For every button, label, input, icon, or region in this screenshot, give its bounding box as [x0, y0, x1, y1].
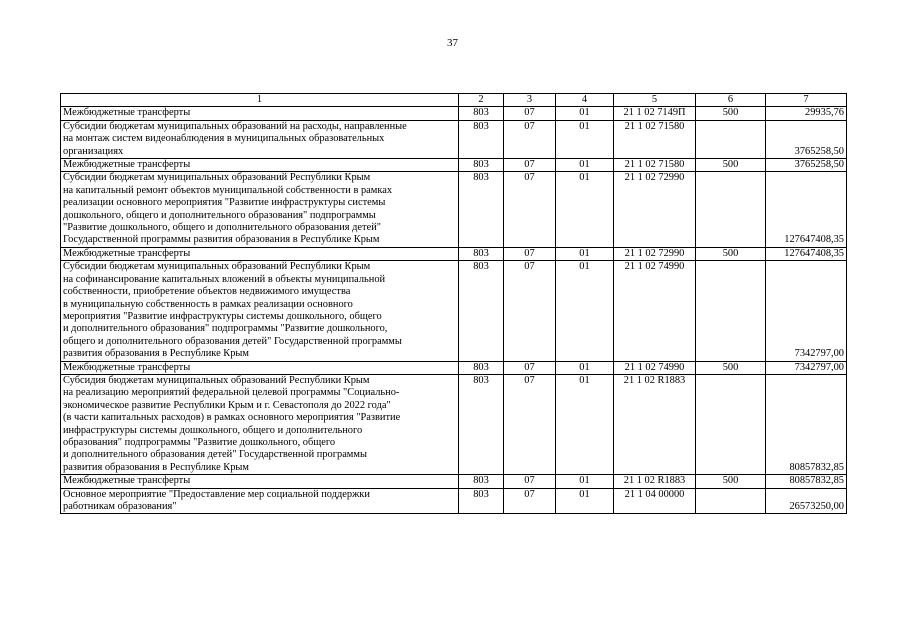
- row-col6-cell: 500: [696, 475, 766, 488]
- row-col6-cell: [696, 374, 766, 474]
- header-row: [61, 94, 847, 107]
- row-amount-cell: 26573250,00: [766, 488, 847, 514]
- row-name-cell: Субсидии бюджетам муниципальных образований на расходы, направленные на монтаж систем видеонаблюдения в муниципальных образовательных организациях: [61, 120, 459, 158]
- table-row: [61, 159, 847, 172]
- row-col2-cell: 803: [459, 159, 504, 172]
- header-cell-7: 7: [766, 94, 847, 107]
- table-row: [61, 374, 847, 474]
- row-col2-cell: 803: [459, 361, 504, 374]
- header-cell-3: 3: [504, 94, 556, 107]
- row-col5-cell: 21 1 02 R1883: [614, 475, 696, 488]
- row-col4-cell: 01: [556, 247, 614, 260]
- row-col5-cell: 21 1 02 72990: [614, 247, 696, 260]
- header-cell-4: 4: [556, 94, 614, 107]
- row-col4-cell: 01: [556, 475, 614, 488]
- table-row: [61, 172, 847, 247]
- row-col3-cell: 07: [504, 159, 556, 172]
- row-col2-cell: 803: [459, 475, 504, 488]
- table-row: [61, 247, 847, 260]
- row-name-cell: Межбюджетные трансферты: [61, 475, 459, 488]
- row-col4-cell: 01: [556, 120, 614, 158]
- row-col3-cell: 07: [504, 172, 556, 247]
- row-amount-cell: 80857832,85: [766, 374, 847, 474]
- row-col3-cell: 07: [504, 247, 556, 260]
- table-row: [61, 107, 847, 120]
- row-amount-cell: 7342797,00: [766, 361, 847, 374]
- row-col4-cell: 01: [556, 107, 614, 120]
- row-name-cell: Субсидия бюджетам муниципальных образований Республики Крым на реализацию мероприятий федеральной целевой программы "Социально- экономическое развитие Республики Крым и г. Севастополя до 2022 года" (в части капитальных расходов) в рамках основного мероприятия "Развитие инфраструктуры системы дошкольного, общего и дополнительного образования" подпрограммы "Развитие дошкольного, общего и дополнительного образования детей" Государственной программы развития образования в Республике Крым: [61, 374, 459, 474]
- row-col6-cell: 500: [696, 107, 766, 120]
- table-row: [61, 361, 847, 374]
- row-col5-cell: 21 1 02 72990: [614, 172, 696, 247]
- row-amount-cell: 3765258,50: [766, 120, 847, 158]
- row-amount-cell: 80857832,85: [766, 475, 847, 488]
- row-col3-cell: 07: [504, 107, 556, 120]
- row-col2-cell: 803: [459, 120, 504, 158]
- table-row: [61, 261, 847, 361]
- row-col6-cell: [696, 488, 766, 514]
- table-row: [61, 488, 847, 514]
- row-name-cell: Субсидии бюджетам муниципальных образований Республики Крым на софинансирование капитальных вложений в объекты муниципальной собственности, приобретение объектов недвижимого имущества в муниципальную собственность в рамках реализации основного мероприятия "Развитие инфраструктуры системы дошкольного, общего и дополнительного образования" подпрограммы "Развитие дошкольного, общего и дополнительного образования детей" Государственной программы развития образования в Республике Крым: [61, 261, 459, 361]
- row-col6-cell: 500: [696, 361, 766, 374]
- header-cell-6: 6: [696, 94, 766, 107]
- row-col6-cell: 500: [696, 159, 766, 172]
- page-number: 37: [447, 37, 458, 49]
- row-col3-cell: 07: [504, 361, 556, 374]
- row-name-cell: Межбюджетные трансферты: [61, 107, 459, 120]
- row-col4-cell: 01: [556, 159, 614, 172]
- row-col2-cell: 803: [459, 172, 504, 247]
- row-col4-cell: 01: [556, 488, 614, 514]
- budget-table: [60, 93, 847, 514]
- row-col3-cell: 07: [504, 488, 556, 514]
- row-col4-cell: 01: [556, 374, 614, 474]
- row-name-cell: Межбюджетные трансферты: [61, 247, 459, 260]
- row-col5-cell: 21 1 02 71580: [614, 159, 696, 172]
- header-cell-2: 2: [459, 94, 504, 107]
- row-col5-cell: 21 1 02 71580: [614, 120, 696, 158]
- row-col2-cell: 803: [459, 107, 504, 120]
- row-amount-cell: 127647408,35: [766, 172, 847, 247]
- header-cell-1: 1: [61, 94, 459, 107]
- row-col2-cell: 803: [459, 247, 504, 260]
- row-col6-cell: 500: [696, 247, 766, 260]
- row-col2-cell: 803: [459, 261, 504, 361]
- row-col3-cell: 07: [504, 475, 556, 488]
- row-col5-cell: 21 1 02 74990: [614, 261, 696, 361]
- row-col3-cell: 07: [504, 374, 556, 474]
- row-col4-cell: 01: [556, 261, 614, 361]
- row-col2-cell: 803: [459, 374, 504, 474]
- row-col5-cell: 21 1 04 00000: [614, 488, 696, 514]
- row-col6-cell: [696, 172, 766, 247]
- table-row: [61, 475, 847, 488]
- row-amount-cell: 29935,76: [766, 107, 847, 120]
- row-name-cell: Субсидии бюджетам муниципальных образований Республики Крым на капитальный ремонт объектов муниципальной собственности в рамках реализации основного мероприятия "Развитие инфраструктуры системы дошкольного, общего и дополнительного образования" подпрограммы "Развитие дошкольного, общего и дополнительного образования детей" Государственной программы развития образования в Республике Крым: [61, 172, 459, 247]
- row-col4-cell: 01: [556, 172, 614, 247]
- row-col2-cell: 803: [459, 488, 504, 514]
- header-cell-5: 5: [614, 94, 696, 107]
- table-row: [61, 120, 847, 158]
- row-amount-cell: 127647408,35: [766, 247, 847, 260]
- row-name-cell: Межбюджетные трансферты: [61, 361, 459, 374]
- row-amount-cell: 7342797,00: [766, 261, 847, 361]
- row-amount-cell: 3765258,50: [766, 159, 847, 172]
- row-col4-cell: 01: [556, 361, 614, 374]
- row-col3-cell: 07: [504, 120, 556, 158]
- row-name-cell: Межбюджетные трансферты: [61, 159, 459, 172]
- row-name-cell: Основное мероприятие "Предоставление мер социальной поддержки работникам образования": [61, 488, 459, 514]
- row-col5-cell: 21 1 02 R1883: [614, 374, 696, 474]
- row-col6-cell: [696, 261, 766, 361]
- row-col5-cell: 21 1 02 7149П: [614, 107, 696, 120]
- row-col6-cell: [696, 120, 766, 158]
- row-col3-cell: 07: [504, 261, 556, 361]
- row-col5-cell: 21 1 02 74990: [614, 361, 696, 374]
